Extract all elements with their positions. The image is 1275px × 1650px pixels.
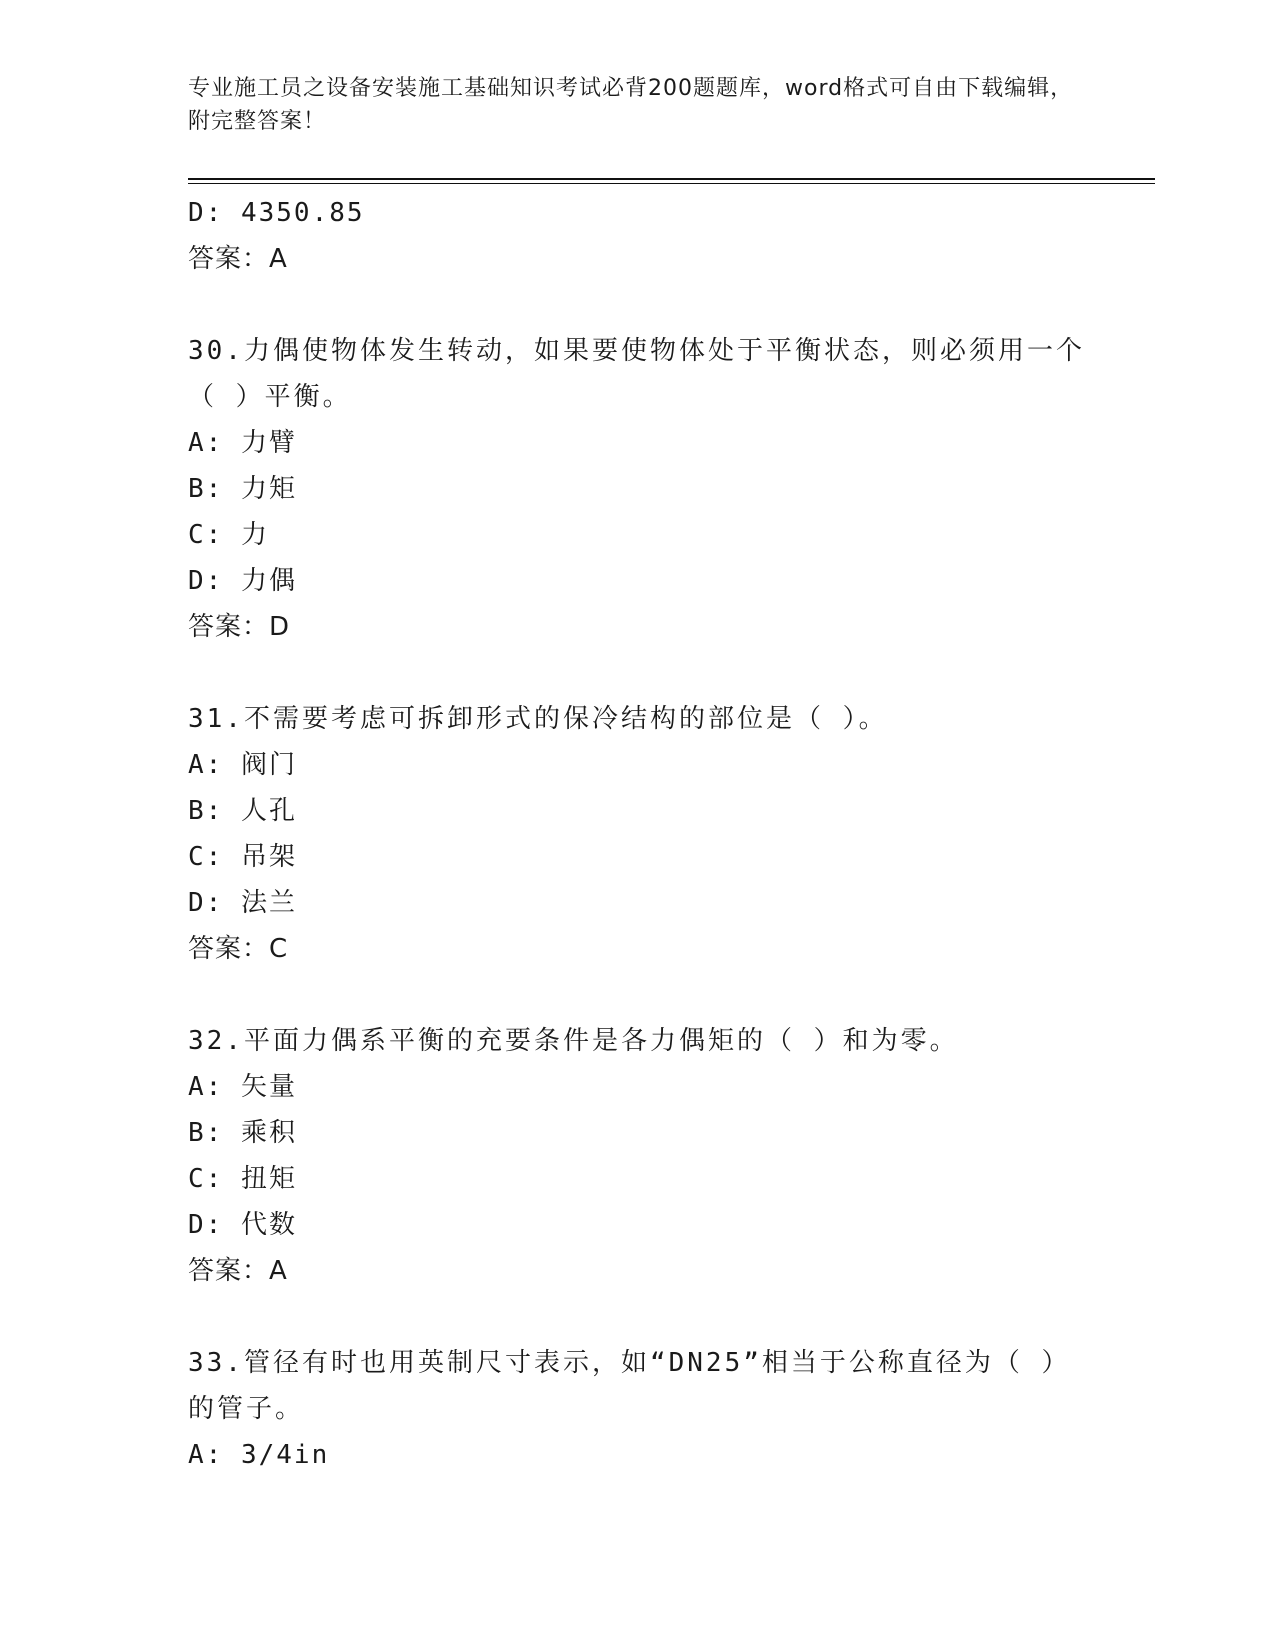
question-32 [188, 1018, 1088, 1294]
option-a: A: 矢量 [188, 1072, 297, 1102]
question-31 [188, 696, 1088, 972]
spacer [188, 650, 1088, 696]
option-b: B: 乘积 [188, 1118, 297, 1148]
question-text: 33.管径有时也用英制尺寸表示，如“DN25”相当于公称直径为（ ） [188, 1348, 1071, 1378]
option-d: D: 代数 [188, 1210, 297, 1240]
header-divider [188, 178, 1155, 180]
question-text: 30.力偶使物体发生转动，如果要使物体处于平衡状态，则必须用一个 [188, 336, 1085, 366]
page-header [188, 72, 1088, 138]
question-33 [188, 1340, 1088, 1478]
option-a: A: 3/4in [188, 1440, 330, 1470]
option-a: A: 力臂 [188, 428, 297, 458]
option-c: C: 吊架 [188, 842, 297, 872]
spacer [188, 282, 1088, 328]
question-text-continued: （ ）平衡。 [188, 382, 352, 412]
spacer [188, 972, 1088, 1018]
answer: 答案：A [188, 1256, 288, 1286]
option-c: C: 力 [188, 520, 269, 550]
spacer [188, 1294, 1088, 1340]
document-title: 专业施工员之设备安装施工基础知识考试必背200题题库，word格式可自由下载编辑，附完整答案！ [188, 76, 1074, 134]
option-a: A: 阀门 [188, 750, 297, 780]
option-b: B: 力矩 [188, 474, 297, 504]
answer: 答案：D [188, 612, 291, 642]
question-text: 31.不需要考虑可拆卸形式的保冷结构的部位是（ ）。 [188, 704, 888, 734]
option-c: C: 扭矩 [188, 1164, 297, 1194]
answer: 答案：A [188, 244, 288, 274]
option-b: B: 人孔 [188, 796, 297, 826]
question-text-continued: 的管子。 [188, 1394, 305, 1424]
header-divider-thin [188, 183, 1155, 184]
answer: 答案：C [188, 934, 289, 964]
option-d: D: 4350.85 [188, 198, 365, 228]
option-d: D: 法兰 [188, 888, 297, 918]
question-list [188, 190, 1088, 1478]
option-d: D: 力偶 [188, 566, 297, 596]
question-text: 32.平面力偶系平衡的充要条件是各力偶矩的（ ）和为零。 [188, 1026, 959, 1056]
question-30 [188, 328, 1088, 650]
